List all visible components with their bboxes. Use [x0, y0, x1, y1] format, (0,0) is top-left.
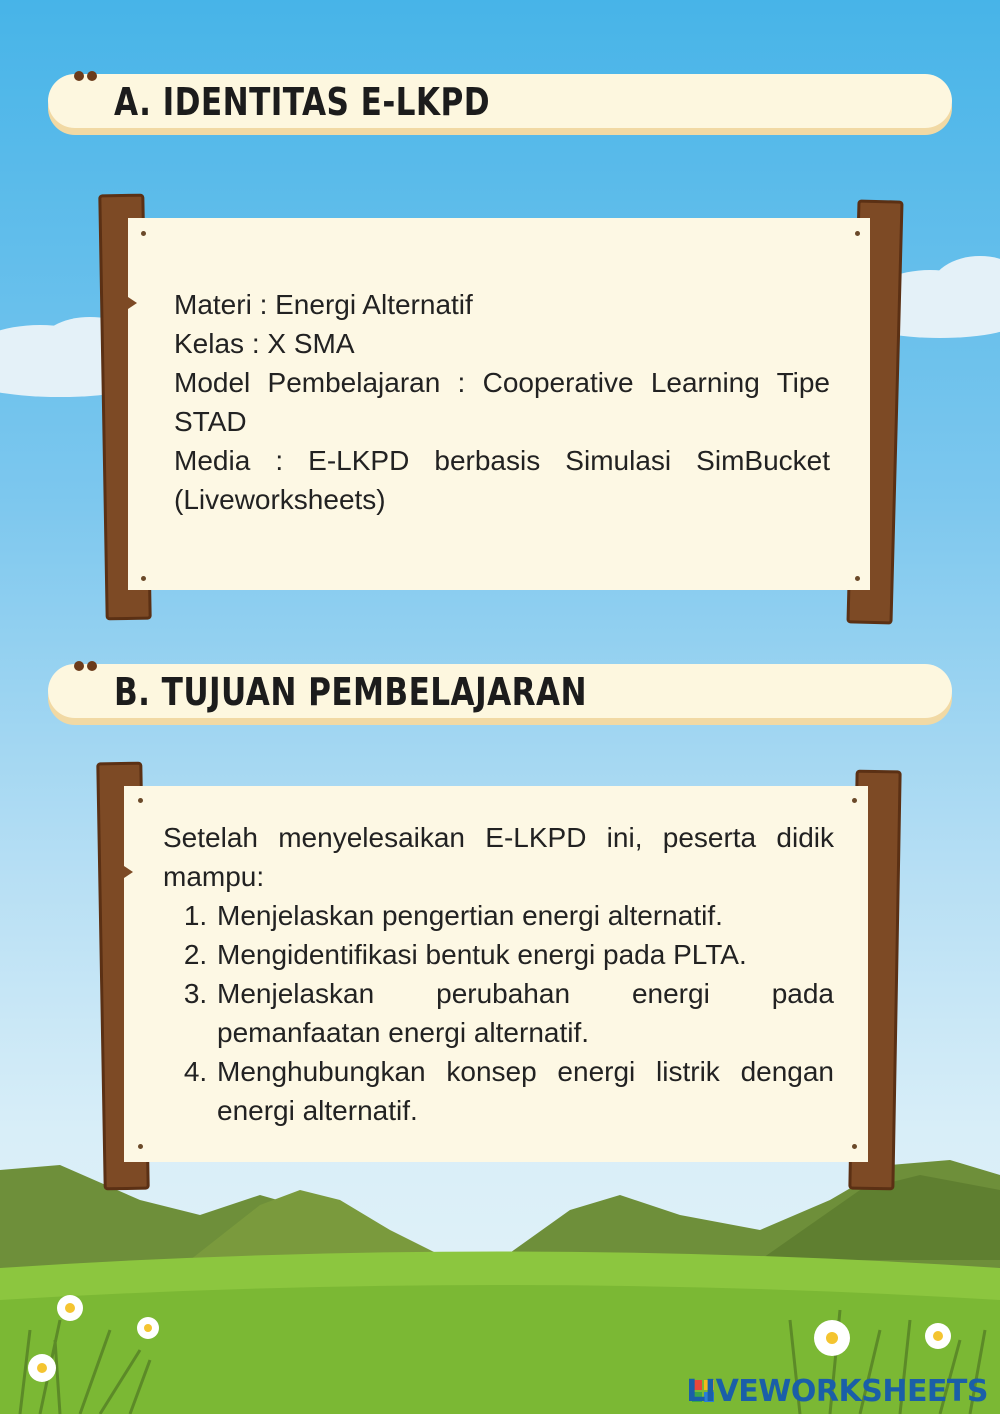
- section-a-header: [48, 74, 952, 128]
- arrow-tab-icon: [124, 866, 133, 878]
- section-b-header: [48, 664, 952, 718]
- nail-icon: [141, 576, 146, 581]
- bullet-dots-icon: [74, 68, 114, 82]
- nail-icon: [141, 231, 146, 236]
- objective-item: 2. Mengidentifikasi bentuk energi pada PLTA.: [215, 935, 834, 974]
- nail-icon: [852, 798, 857, 803]
- objectives-list: [163, 896, 834, 1130]
- nail-icon: [852, 1144, 857, 1149]
- objective-item: 3. Menjelaskan perubahan energi pada pemanfaatan energi alternatif.: [215, 974, 834, 1052]
- objective-item: 4. Menghubungkan konsep energi listrik dengan energi alternatif.: [215, 1052, 834, 1130]
- liveworksheets-watermark: LIVEWORKSHEETS: [686, 1374, 988, 1409]
- identity-line-media: Media : E-LKPD berbasis Simulasi SimBucket (Liveworksheets): [174, 445, 830, 515]
- identity-line-model: Model Pembelajaran : Cooperative Learning Tipe STAD: [174, 367, 830, 437]
- section-b-title: B. TUJUAN PEMBELAJARAN: [114, 670, 588, 714]
- nail-icon: [855, 231, 860, 236]
- section-a-title: A. IDENTITAS E-LKPD: [114, 80, 491, 124]
- bullet-dots-icon: [74, 658, 114, 672]
- arrow-tab-icon: [128, 297, 137, 309]
- identity-line-materi: Materi : Energi Alternatif: [174, 289, 473, 320]
- objectives-intro: Setelah menyelesaikan E-LKPD ini, peserta didik mampu:: [163, 822, 834, 892]
- identity-content: [174, 285, 830, 519]
- nail-icon: [138, 798, 143, 803]
- objective-item: 1. Menjelaskan pengertian energi alternatif.: [215, 896, 834, 935]
- objectives-content: [163, 818, 834, 1130]
- nail-icon: [855, 576, 860, 581]
- identity-line-kelas: Kelas : X SMA: [174, 328, 355, 359]
- nail-icon: [138, 1144, 143, 1149]
